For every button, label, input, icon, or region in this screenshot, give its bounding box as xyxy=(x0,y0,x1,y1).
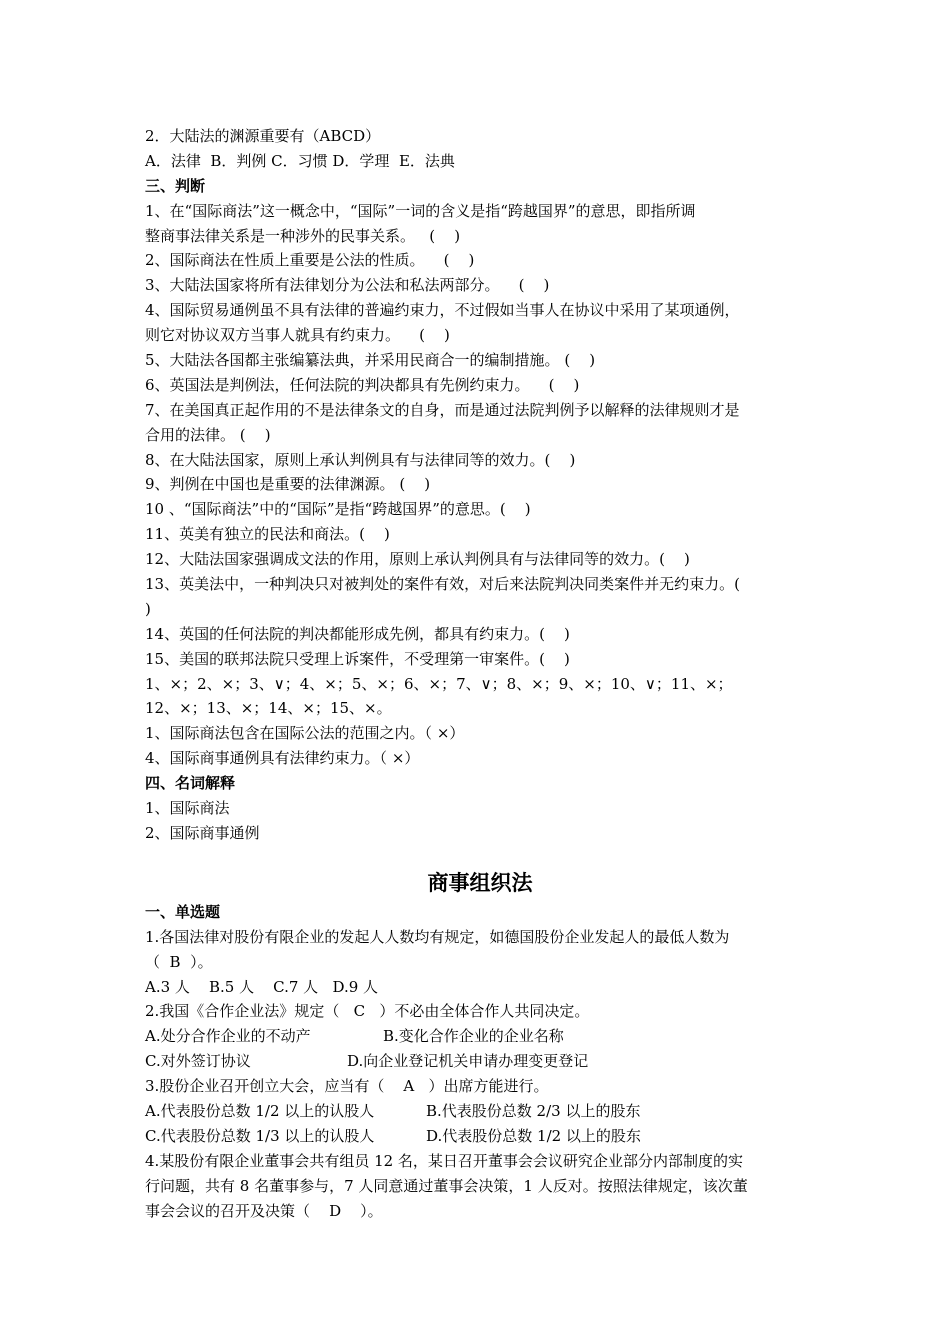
text-line: 2．大陆法的渊源重要有（ABCD） xyxy=(145,127,381,145)
q2-option-b: B.变化合作企业的企业名称 xyxy=(383,1027,564,1046)
q3-option-d: D.代表股份总数 1/2 以上的股东 xyxy=(426,1126,641,1145)
q4-stem-line-2: 行问题，共有 8 名董事参与，7 人同意通过董事会决策，1 人反对。按照法律规定，该次董 xyxy=(145,1176,748,1195)
text-line: 1、国际商法包含在国际公法的范围之内。（ ×） xyxy=(145,724,465,743)
text-line: 2、国际商法在性质上重要是公法的性质。 ( ) xyxy=(145,251,475,270)
text-line: 13、英美法中，一种判决只对被判处的案件有效，对后来法院判决同类案件并无约束力。( xyxy=(145,575,740,594)
text-line: 5、大陆法各国都主张编纂法典，并采用民商合一的编制措施。 ( ) xyxy=(145,351,596,370)
q1-stem-line-2: （ B ）。 xyxy=(145,952,213,971)
q2-stem: 2.我国《合作企业法》规定（ C ）不必由全体合作人共同决定。 xyxy=(145,1002,590,1021)
text-line: 1、×；2、×；3、∨；4、×；5、×；6、×；7、∨；8、×；9、×；10、∨；11、×； xyxy=(145,674,733,693)
q3-options-row-2 xyxy=(145,1124,815,1149)
text-line: 9、判例在中国也是重要的法律渊源。 ( ) xyxy=(145,475,431,494)
text-line: 合用的法律。 ( ) xyxy=(145,425,271,444)
text-line: 7、在美国真正起作用的不是法律条文的自身，而是通过法院判例予以解释的法律规则才是 xyxy=(145,400,740,419)
q4-stem-line-3: 事会会议的召开及决策（ D ）。 xyxy=(145,1201,383,1220)
text-line: 1、国际商法 xyxy=(145,799,230,818)
q2-options-row-1 xyxy=(145,1024,815,1049)
text-line: 6、英国法是判例法，任何法院的判决都具有先例约束力。 ( ) xyxy=(145,375,580,394)
q2-option-d: D.向企业登记机关申请办理变更登记 xyxy=(347,1052,589,1071)
text-line: 12、×；13、×；14、×；15、×。 xyxy=(145,699,392,718)
text-line: ) xyxy=(145,599,151,618)
text-line: 整商事法律关系是一种涉外的民事关系。 ( ) xyxy=(145,226,461,245)
text-line: 2、国际商事通例 xyxy=(145,823,260,842)
q2-option-a: A.处分合作企业的不动产 xyxy=(145,1027,311,1046)
q2-options-row-2 xyxy=(145,1049,815,1074)
text-line: 12、大陆法国家强调成文法的作用，原则上承认判例具有与法律同等的效力。( ) xyxy=(145,550,690,569)
q2-option-c: C.对外签订协议 xyxy=(145,1052,251,1071)
q3-options-row-1 xyxy=(145,1099,815,1124)
text-line: 4、国际贸易通例虽不具有法律的普遍约束力，不过假如当事人在协议中采用了某项通例， xyxy=(145,301,740,320)
q3-option-a: A.代表股份总数 1/2 以上的认股人 xyxy=(145,1101,375,1120)
text-line: 则它对协议双方当事人就具有约束力。 ( ) xyxy=(145,326,450,345)
text-line: 10 、“国际商法”中的“国际”是指“跨越国界”的意思。( ) xyxy=(145,500,531,519)
text-line: 11、英美有独立的民法和商法。( ) xyxy=(145,525,390,544)
document-page xyxy=(145,124,815,1223)
text-line: 14、英国的任何法院的判决都能形成先例，都具有约束力。( ) xyxy=(145,624,570,643)
q1-options: A.3 人 B.5 人 C.7 人 D.9 人 xyxy=(145,977,379,996)
text-line: 4、国际商事通例具有法律约束力。（ ×） xyxy=(145,749,420,768)
text-line: 8、在大陆法国家，原则上承认判例具有与法律同等的效力。( ) xyxy=(145,450,576,469)
q4-stem-line-1: 4.某股份有限企业董事会共有组员 12 名，某日召开董事会会议研究企业部分内部制度的实 xyxy=(145,1151,743,1170)
text-line: 3、大陆法国家将所有法律划分为公法和私法两部分。 ( ) xyxy=(145,276,550,295)
text-line: A．法律 B．判例 C．习惯 D．学理 E．法典 xyxy=(145,151,455,170)
section-heading: 三、判断 xyxy=(145,176,206,195)
section-heading: 四、名词解释 xyxy=(145,774,236,793)
q3-stem: 3.股份企业召开创立大会，应当有（ A ）出席方能进行。 xyxy=(145,1077,549,1096)
text-line: 1、在“国际商法”这一概念中，“国际”一词的含义是指“跨越国界”的意思，即指所调 xyxy=(145,201,696,220)
section-title: 商事组织法 xyxy=(427,869,533,895)
q1-stem-line-1: 1.各国法律对股份有限企业的发起人人数均有规定，如德国股份企业发起人的最低人数为 xyxy=(145,927,730,946)
q3-option-c: C.代表股份总数 1/3 以上的认股人 xyxy=(145,1126,375,1145)
q3-option-b: B.代表股份总数 2/3 以上的股东 xyxy=(426,1101,641,1120)
section-heading: 一、单选题 xyxy=(145,902,221,921)
text-line: 15、美国的联邦法院只受理上诉案件，不受理第一审案件。( ) xyxy=(145,649,570,668)
pre-title-lines xyxy=(145,124,815,846)
